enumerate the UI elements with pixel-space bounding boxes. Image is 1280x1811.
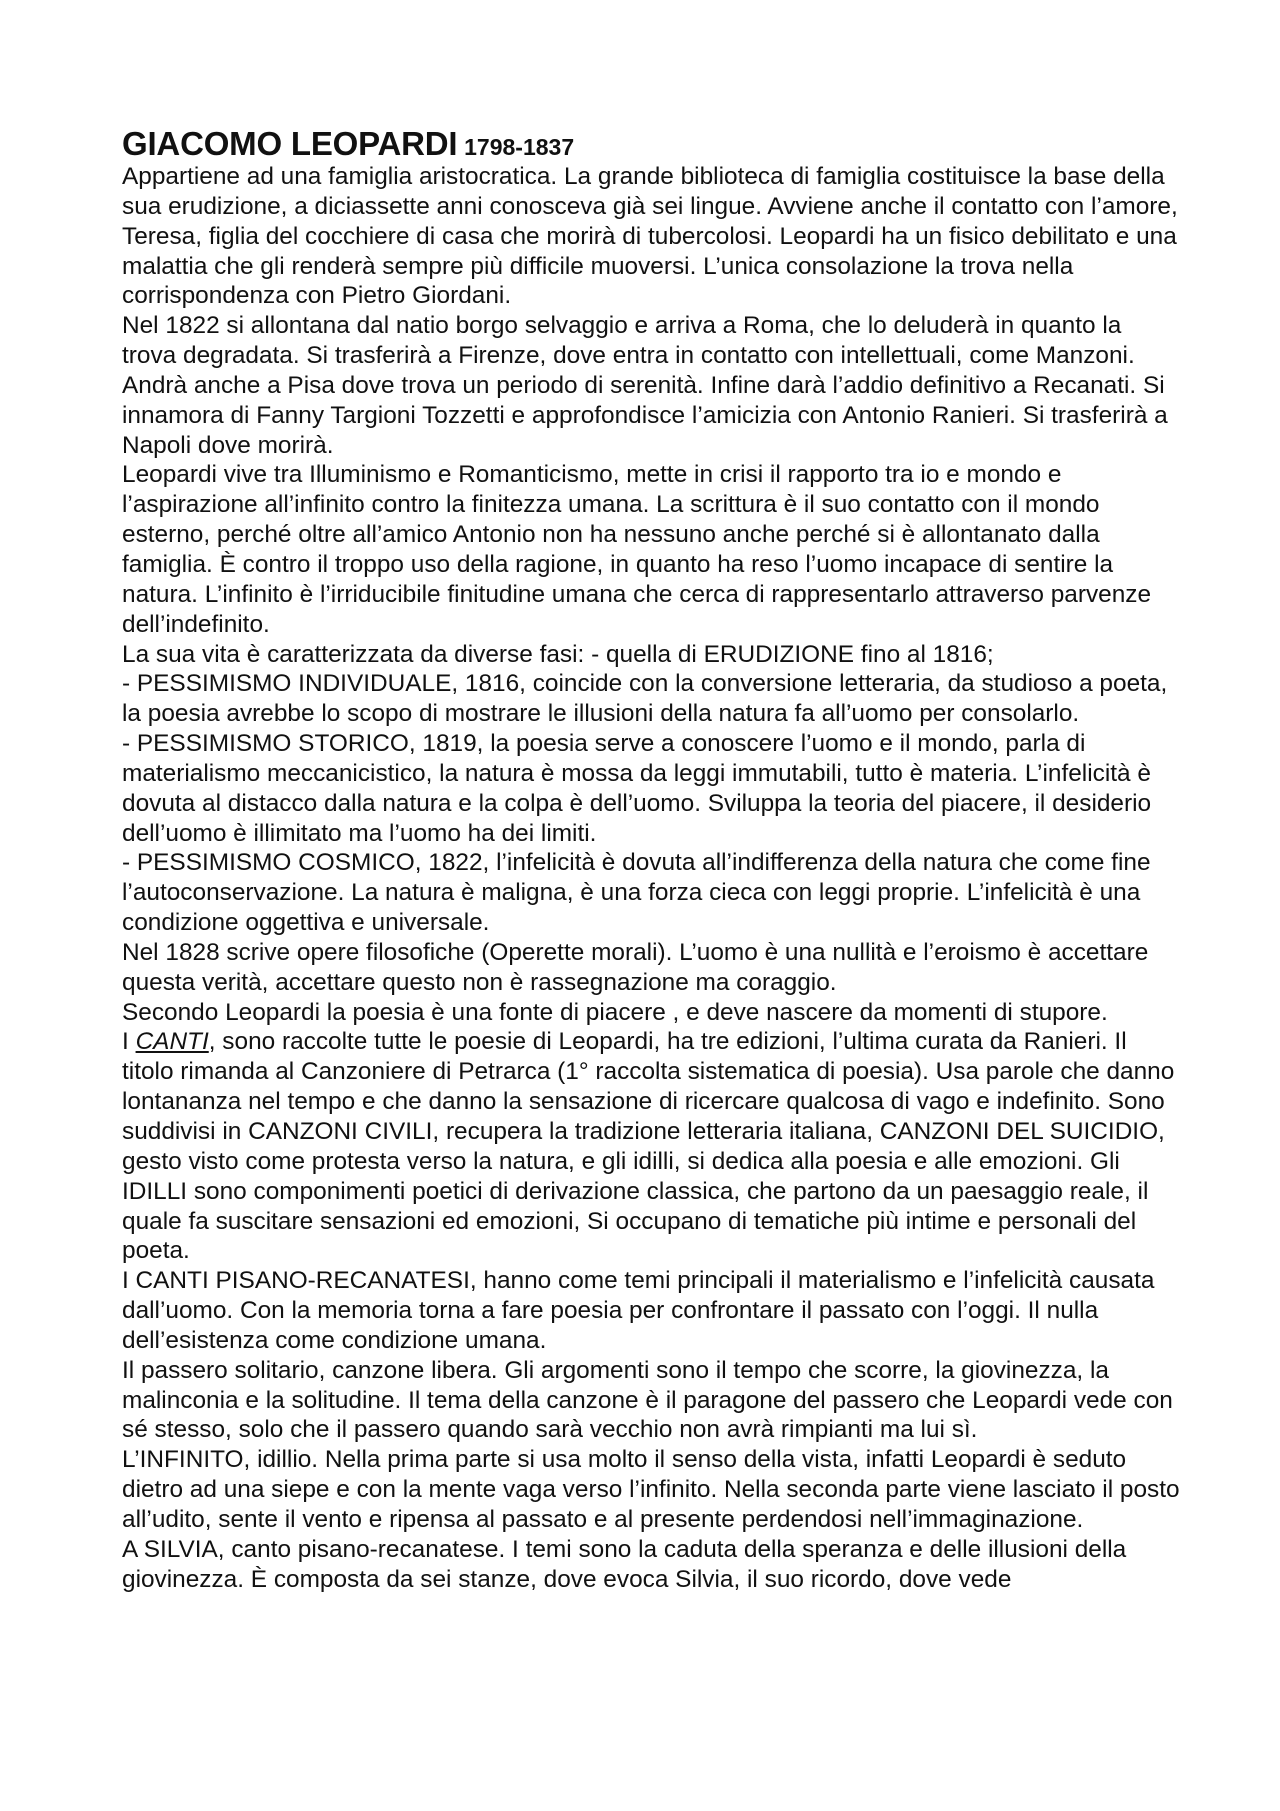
paragraph-canti [122,1027,1182,1266]
paragraph-fasi-intro: La sua vita è caratterizzata da diverse fasi: - quella di ERUDIZIONE fino al 1816; [122,640,994,668]
document-body [122,126,1182,1595]
canti-text: , sono raccolte tutte le poesie di Leopardi, ha tre edizioni, l’ultima curata da Ranieri. Il titolo rimanda al Canzoniere di Petrarca (1° raccolta sistematica di poesia). Usa parole che danno lontananza nel tempo e che danno la sensazione di ricercare qualcosa di vago e indefinito. Sono suddivisi in CANZONI CIVILI, recupera la tradizione letteraria italiana, CANZONI DEL SUICIDIO, gesto visto come protesta verso la natura, e gli idilli, si dedica alla poesia e alle emozioni. Gli IDILLI sono componimenti poetici di derivazione classica, che partono da un paesaggio reale, il quale fa suscitare sensazioni ed emozioni, Si occupano di tematiche più intime e personali del poeta. [122,1028,1175,1265]
paragraph-pessimismo-storico: - PESSIMISMO STORICO, 1819, la poesia serve a conoscere l’uomo e il mondo, parla di materialismo meccanicistico, la natura è mossa da leggi immutabili, tutto è materia. L’infelicità è dovuta al distacco dalla natura e la colpa è dell’uomo. Sviluppa la teoria del piacere, il desiderio dell’uomo è illimitato ma l’uomo ha dei limiti. [122,730,1152,847]
paragraph-canti-pisano-recanatesi: I CANTI PISANO-RECANATESI, hanno come temi principali il materialismo e l’infelicità causata dall’uomo. Con la memoria torna a fare poesia per confrontare il passato con l’oggi. Il nulla dell’esistenza come condizione umana. [122,1267,1155,1354]
paragraph-famiglia: Appartiene ad una famiglia aristocratica. La grande biblioteca di famiglia costituisce la base della sua erudizione, a diciassette anni conosceva già sei lingue. Avviene anche il contatto con l’amore, Teresa, figlia del cocchiere di casa che morirà di tubercolosi. Leopardi ha un fisico debilitato e una malattia che gli renderà sempre più difficile muoversi. L’unica consolazione la trova nella corrispondenza con Pietro Giordani. [122,163,1178,310]
page-title: GIACOMO LEOPARDI [122,125,458,162]
paragraph-passero-solitario: Il passero solitario, canzone libera. Gli argomenti sono il tempo che scorre, la giovinezza, la malinconia e la solitudine. Il tema della canzone è il paragone del passero che Leopardi vede con sé stesso, solo che il passero quando sarà vecchio non avrà rimpianti ma lui sì. [122,1356,1173,1444]
paragraph-a-silvia: A SILVIA, canto pisano-recanatese. I temi sono la caduta della speranza e delle illusioni della giovinezza. È composta da sei stanze, dove evoca Silvia, il suo ricordo, dove vede [122,1535,1127,1593]
paragraph-pensiero: Leopardi vive tra Illuminismo e Romanticismo, mette in crisi il rapporto tra io e mondo e l’aspirazione all’infinito contro la finitezza umana. La scrittura è il suo contatto con il mondo esterno, perché oltre all’amico Antonio non ha nessuno anche perché si è allontanato dalla famiglia. È contro il troppo uso della ragione, in quanto ha reso l’uomo incapace di sentire la natura. L’infinito è l’irriducibile finitudine umana che cerca di rappresentarlo attraverso parvenze dell’indefinito. [122,461,1152,638]
paragraph-pessimismo-cosmico: - PESSIMISMO COSMICO, 1822, l’infelicità è dovuta all’indifferenza della natura che come fine l’autoconservazione. La natura è maligna, è una forza cieca con leggi proprie. L’infelicità è una condizione oggettiva e universale. [122,849,1151,937]
paragraph-poesia-piacere: Secondo Leopardi la poesia è una fonte di piacere , e deve nascere da momenti di stupore. [122,998,1108,1026]
document-heading [122,126,1182,162]
paragraph-pessimismo-individuale: - PESSIMISMO INDIVIDUALE, 1816, coincide con la conversione letteraria, da studioso a poeta, la poesia avrebbe lo scopo di mostrare le illusioni della natura fa all’uomo per consolarlo. [122,670,1168,728]
canti-prefix: I [122,1028,136,1056]
paragraph-operette-morali: Nel 1828 scrive opere filosofiche (Operette morali). L’uomo è una nullità e l’eroismo è accettare questa verità, accettare questo non è rassegnazione ma coraggio. [122,938,1149,996]
canti-emphasis: CANTI [135,1028,209,1056]
paragraph-infinito: L’INFINITO, idillio. Nella prima parte si usa molto il senso della vista, infatti Leopardi è seduto dietro ad una siepe e con la mente vaga verso l’infinito. Nella seconda parte viene lasciato il posto all’udito, sente il vento e ripensa al passato e al presente perdendosi nell’immaginazione. [122,1446,1180,1533]
title-years: 1798-1837 [464,134,575,160]
paragraph-viaggi: Nel 1822 si allontana dal natio borgo selvaggio e arriva a Roma, che lo deluderà in quanto la trova degradata. Si trasferirà a Firenze, dove entra in contatto con intellettuali, come Manzoni. Andrà anche a Pisa dove trova un periodo di serenità. Infine darà l’addio definitivo a Recanati. Si innamora di Fanny Targioni Tozzetti e approfondisce l’amicizia con Antonio Ranieri. Si trasferirà a Napoli dove morirà. [122,312,1168,459]
